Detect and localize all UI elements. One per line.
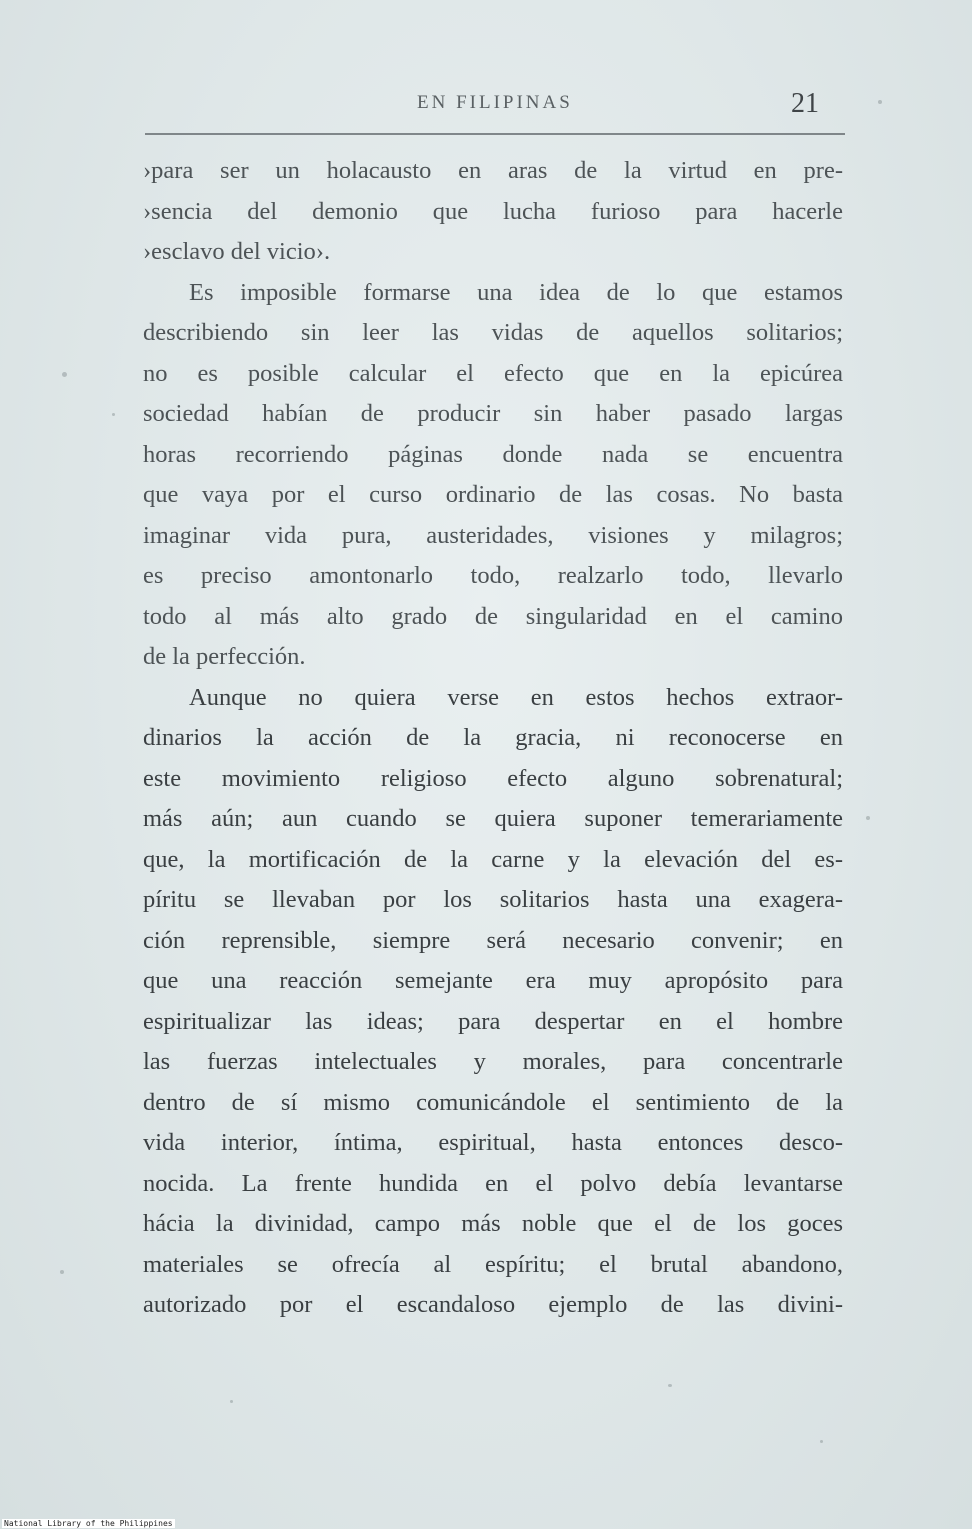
scan-speck (60, 1270, 64, 1274)
text-line: nocida. La frente hundida en el polvo debía levantarse (143, 1169, 843, 1197)
text-line: no es posible calcular el efecto que en la epicúrea (143, 359, 843, 387)
scan-speck (878, 100, 882, 104)
scan-speck (112, 413, 115, 416)
scan-speck (230, 1400, 233, 1403)
scan-speck (866, 816, 870, 820)
text-line: vida interior, íntima, espiritual, hasta entonces desco- (143, 1129, 843, 1156)
text-line: espiritualizar las ideas; para despertar en el hombre (143, 1007, 843, 1035)
paragraph-2 (143, 273, 843, 678)
body-text (143, 151, 843, 1326)
text-line: todo al más alto grado de singularidad en el camino (143, 602, 843, 630)
paragraph-1 (143, 151, 843, 273)
text-line: autorizado por el escandaloso ejemplo de las divini- (143, 1291, 843, 1318)
text-line: píritu se llevaban por los solitarios hasta una exagera- (143, 886, 843, 913)
page-number: 21 (791, 88, 819, 119)
text-line: Aunque no quiera verse en estos hechos extraor- (189, 683, 843, 711)
text-line: ›esclavo del vicio›. (143, 238, 331, 265)
text-line: más aún; aun cuando se quiera suponer temerariamente (143, 805, 843, 832)
text-line: que vaya por el curso ordinario de las cosas. No basta (143, 481, 843, 508)
text-line: ción reprensible, siempre será necesario convenir; en (143, 926, 843, 954)
text-line: de la perfección. (143, 643, 306, 670)
text-line: hácia la divinidad, campo más noble que el de los goces (143, 1210, 843, 1237)
text-line: horas recorriendo páginas donde nada se encuentra (143, 440, 843, 468)
text-line: ›sencia del demonio que lucha furioso para hacerle (143, 197, 843, 225)
scan-speck (668, 1384, 672, 1387)
text-line: las fuerzas intelectuales y morales, para concentrarle (143, 1048, 843, 1075)
text-line: que, la mortificación de la carne y la elevación del es- (143, 845, 843, 873)
scan-speck (820, 1440, 823, 1443)
scan-speck (62, 372, 67, 377)
text-line: este movimiento religioso efecto alguno sobrenatural; (143, 764, 843, 792)
header-rule (145, 133, 845, 135)
text-line: sociedad habían de producir sin haber pasado largas (143, 400, 843, 427)
running-title: EN FILIPINAS (417, 92, 573, 113)
text-line: describiendo sin leer las vidas de aquellos solitarios; (143, 319, 843, 346)
text-line: dentro de sí mismo comunicándole el sentimiento de la (143, 1088, 843, 1116)
text-line: Es imposible formarse una idea de lo que estamos (189, 278, 843, 306)
library-credit: National Library of the Philippines (4, 1519, 173, 1528)
text-line: imaginar vida pura, austeridades, visiones y milagros; (143, 521, 843, 549)
paragraph-3 (143, 678, 843, 1326)
running-head (145, 88, 845, 122)
text-line: dinarios la acción de la gracia, ni reconocerse en (143, 724, 843, 751)
text-line: que una reacción semejante era muy apropósito para (143, 967, 843, 994)
text-line: es preciso amontonarlo todo, realzarlo todo, llevarlo (143, 562, 843, 589)
text-line: materiales se ofrecía al espíritu; el brutal abandono, (143, 1250, 843, 1278)
text-line: ›para ser un holacausto en aras de la virtud en pre- (143, 157, 843, 184)
